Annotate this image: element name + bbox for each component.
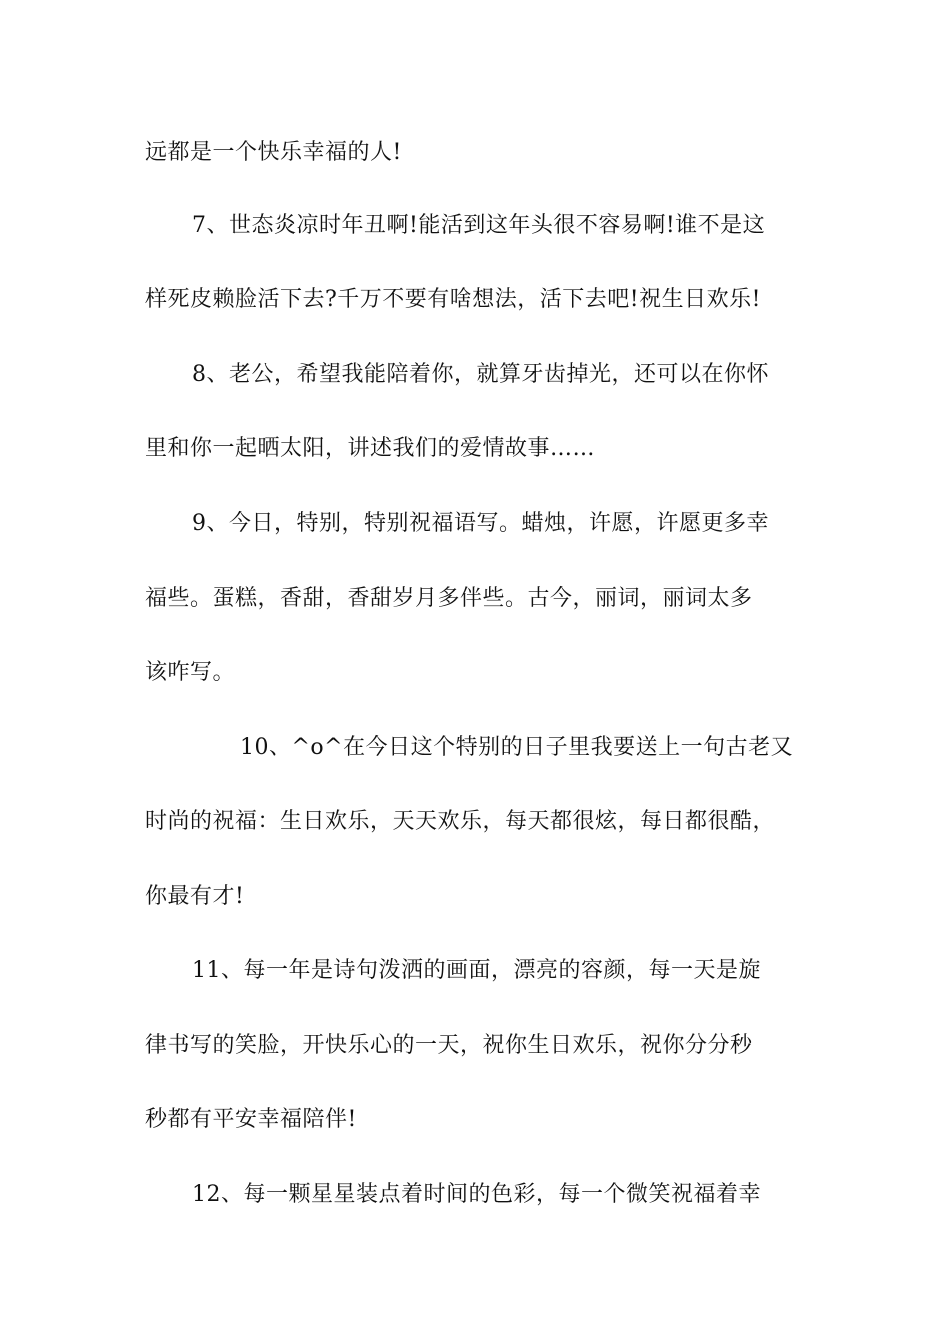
text-line-12: 11、每一年是诗句泼洒的画面，漂亮的容颜，每一天是旋 — [192, 958, 761, 983]
text-line-13: 律书写的笑脸，开快乐心的一天，祝你生日欢乐，祝你分分秒 — [145, 1033, 753, 1058]
text-line-5: 里和你一起晒太阳，讲述我们的爱情故事…… — [145, 436, 596, 461]
text-line-9: 10、^o^在今日这个特别的日子里我要送上一句古老又 — [240, 735, 794, 760]
text-line-10: 时尚的祝福：生日欢乐，天天欢乐，每天都很炫，每日都很酷， — [145, 809, 776, 834]
text-line-14: 秒都有平安幸福陪伴! — [145, 1107, 357, 1132]
text-line-1: 远都是一个快乐幸福的人! — [145, 140, 402, 165]
text-line-4: 8、老公，希望我能陪着你，就算牙齿掉光，还可以在你怀 — [192, 362, 769, 387]
text-line-15: 12、每一颗星星装点着时间的色彩，每一个微笑祝福着幸 — [192, 1182, 761, 1207]
text-line-6: 9、今日，特别，特别祝福语写。蜡烛，许愿，许愿更多幸 — [192, 511, 769, 536]
text-line-3: 样死皮赖脸活下去?千万不要有啥想法，活下去吧!祝生日欢乐! — [145, 287, 761, 312]
text-line-7: 福些。蛋糕，香甜，香甜岁月多伴些。古今，丽词，丽词太多 — [145, 586, 753, 611]
text-line-11: 你最有才! — [145, 884, 245, 909]
text-line-2: 7、世态炎凉时年丑啊!能活到这年头很不容易啊!谁不是这 — [192, 213, 766, 238]
text-line-8: 该咋写。 — [145, 660, 236, 685]
